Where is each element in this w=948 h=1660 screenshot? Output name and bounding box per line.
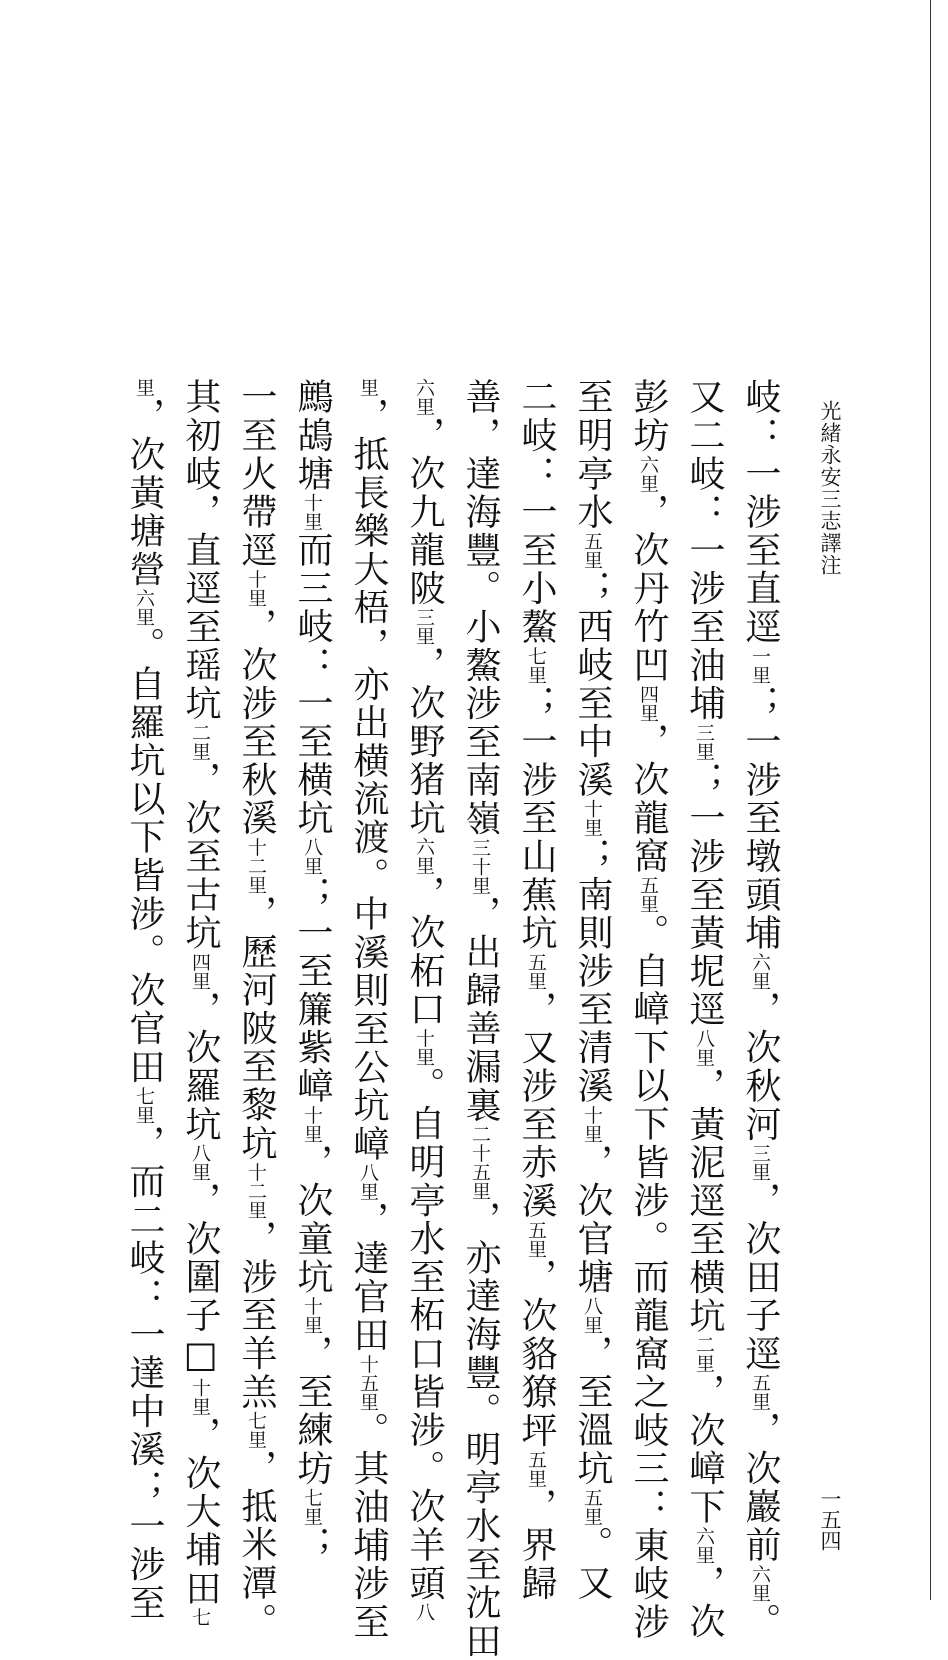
distance-note: 八	[413, 1602, 435, 1622]
text-segment: 其初岐，直逕至瑶坑	[180, 378, 221, 723]
distance-note: 八里	[301, 837, 323, 876]
distance-note: 里	[133, 378, 155, 397]
text-segment: ，涉至羊羔	[236, 1219, 277, 1411]
text-segment: ，界歸	[516, 1487, 557, 1603]
distance-note: 十里	[301, 492, 323, 531]
distance-note: 二十五里	[469, 1124, 491, 1201]
text-segment: ，次柘口	[404, 875, 445, 1029]
text-segment: ，次龍窩	[628, 722, 669, 876]
distance-note: 八里	[357, 1163, 379, 1201]
distance-note: 六里	[413, 378, 435, 416]
text-column	[340, 378, 396, 1642]
distance-note: 五里	[637, 875, 659, 914]
text-segment: 善，達海豐。小鰲涉至南嶺	[460, 378, 501, 838]
distance-note: 六里	[133, 588, 155, 627]
text-segment: 。其油埔涉至	[348, 1411, 389, 1642]
distance-note: 八里	[189, 1143, 211, 1182]
main-text-block	[116, 378, 788, 1660]
text-column	[284, 378, 340, 1573]
text-column	[116, 378, 172, 1623]
text-segment: ；	[292, 1525, 333, 1564]
text-segment: 二岐：一至小鰲	[516, 378, 557, 647]
distance-note: 八里	[693, 1028, 715, 1067]
distance-note: 十里	[189, 1377, 211, 1416]
text-column	[676, 378, 732, 1641]
text-segment: ，又涉至赤溪	[516, 990, 557, 1221]
distance-note: 三里	[749, 1143, 771, 1182]
text-segment: ，黃泥逕至横坑	[684, 1066, 725, 1335]
distance-note: 三里	[693, 722, 715, 761]
text-segment: ，達官田	[348, 1201, 389, 1355]
text-segment: ，次丹竹凹	[628, 492, 669, 685]
text-segment: 彭坊	[628, 378, 669, 455]
distance-note: 七里	[525, 646, 547, 685]
text-segment: 。	[740, 1602, 781, 1641]
text-segment: ，歷河陂至黎坑	[236, 894, 277, 1163]
text-segment: ，次大埔田	[180, 1415, 221, 1608]
text-segment: ，次秋河	[740, 990, 781, 1144]
text-column	[620, 378, 676, 1642]
distance-note: 五里	[581, 531, 603, 570]
distance-note: 十里	[413, 1028, 435, 1067]
text-segment: ，亦達海豐。明亭水至沈田	[460, 1200, 501, 1660]
text-segment: ，次巖前	[740, 1410, 781, 1565]
text-segment: ；一涉至黃坭逕	[684, 760, 725, 1029]
distance-note: 四里	[637, 684, 659, 723]
distance-note: 六里	[693, 1526, 715, 1565]
text-segment: ，次貉獠坪	[516, 1258, 557, 1450]
distance-note: 六里	[413, 837, 435, 875]
text-segment: ；西岐至中溪	[572, 569, 613, 800]
text-column	[452, 378, 508, 1660]
distance-note: 七里	[301, 1487, 323, 1526]
text-column	[172, 378, 228, 1627]
text-column	[396, 378, 452, 1622]
text-segment: ，至練坊	[292, 1334, 333, 1488]
text-column	[228, 378, 284, 1641]
text-segment: ；一涉至山蕉坑	[516, 684, 557, 953]
distance-note: 五里	[525, 952, 547, 991]
distance-note: 七里	[245, 1410, 267, 1449]
text-segment: 。又	[572, 1525, 613, 1603]
text-segment: ，次田子逕	[740, 1181, 781, 1373]
running-title: 光緒永安三志譯注	[818, 400, 842, 576]
distance-note: 十二里	[245, 837, 267, 895]
text-column	[508, 378, 564, 1603]
text-segment: ，次羅坑	[180, 990, 221, 1144]
text-segment: ，而二岐：一達中溪；一涉至	[124, 1124, 165, 1623]
text-segment: ；南則涉至清溪	[572, 837, 613, 1106]
distance-note: 十里	[581, 799, 603, 838]
text-segment: ，次涉至秋溪	[236, 607, 277, 838]
text-column	[732, 378, 788, 1641]
text-segment: 岐：一涉至直逕	[740, 378, 781, 647]
distance-note: 六里	[749, 952, 771, 991]
text-segment: ；一至簾紫嶂	[292, 875, 333, 1106]
text-segment: ，次九龍陂	[404, 416, 445, 608]
text-segment: ，次嶂下	[684, 1372, 725, 1527]
distance-note: 五里	[525, 1449, 547, 1488]
distance-note: 十里	[301, 1105, 323, 1144]
text-segment: ，次	[684, 1564, 725, 1641]
text-column	[564, 378, 620, 1603]
distance-note: 二里	[189, 722, 211, 761]
text-segment: ，次至古坑	[180, 760, 221, 953]
distance-note: 十五里	[357, 1354, 379, 1412]
text-segment: ；一涉至墩頭埔	[740, 684, 781, 953]
distance-note: 二里	[693, 1334, 715, 1373]
distance-note: 三十里	[469, 837, 491, 895]
text-segment: ，抵長樂大梧，亦出横流渡。中溪則至公坑嶂	[348, 397, 389, 1163]
distance-note: 六里	[637, 454, 659, 493]
distance-note: 十二里	[245, 1162, 267, 1220]
scan-edge-line	[930, 0, 931, 1600]
text-segment: 。自明亭水至柘口皆涉。次羊頭	[404, 1066, 445, 1603]
distance-note: 五里	[749, 1372, 771, 1411]
distance-note: 十里	[301, 1296, 323, 1335]
text-segment: 一至火帶逕	[236, 378, 277, 570]
text-segment: 至明亭水	[572, 378, 613, 532]
distance-note: 里	[357, 378, 379, 397]
text-segment: 又二岐：一涉至油埔	[684, 378, 725, 723]
text-segment: ，次黃塘營	[124, 397, 165, 589]
distance-note: 七	[189, 1607, 211, 1627]
text-segment: ，次童坑	[292, 1143, 333, 1297]
page-number: 一五四	[818, 1488, 842, 1551]
distance-note: 五里	[581, 1487, 603, 1526]
distance-note: 一里	[749, 646, 771, 685]
text-segment: ，出歸善漏裏	[460, 894, 501, 1125]
text-segment: 鷓鴣塘	[292, 378, 333, 493]
distance-note: 四里	[189, 952, 211, 991]
distance-note: 十里	[581, 1105, 603, 1144]
text-segment: 而三岐：一至横坑	[292, 530, 333, 838]
distance-note: 三里	[413, 607, 435, 646]
distance-note: 六里	[749, 1564, 771, 1603]
text-segment: ，次圍子□	[180, 1181, 221, 1378]
distance-note: 八里	[581, 1296, 603, 1335]
text-segment: ，次官塘	[572, 1143, 613, 1297]
text-segment: ，至溫坑	[572, 1334, 613, 1488]
text-segment: ，次野猪坑	[404, 645, 445, 837]
text-segment: ，抵米潭。	[236, 1448, 277, 1641]
text-segment: 。自嶂下以下皆涉。而龍窩之岐三：東岐涉	[628, 913, 669, 1642]
distance-note: 七里	[133, 1086, 155, 1125]
distance-note: 十里	[245, 569, 267, 608]
distance-note: 五里	[525, 1220, 547, 1259]
text-segment: 。自羅坑以下皆涉。次官田	[124, 626, 165, 1087]
